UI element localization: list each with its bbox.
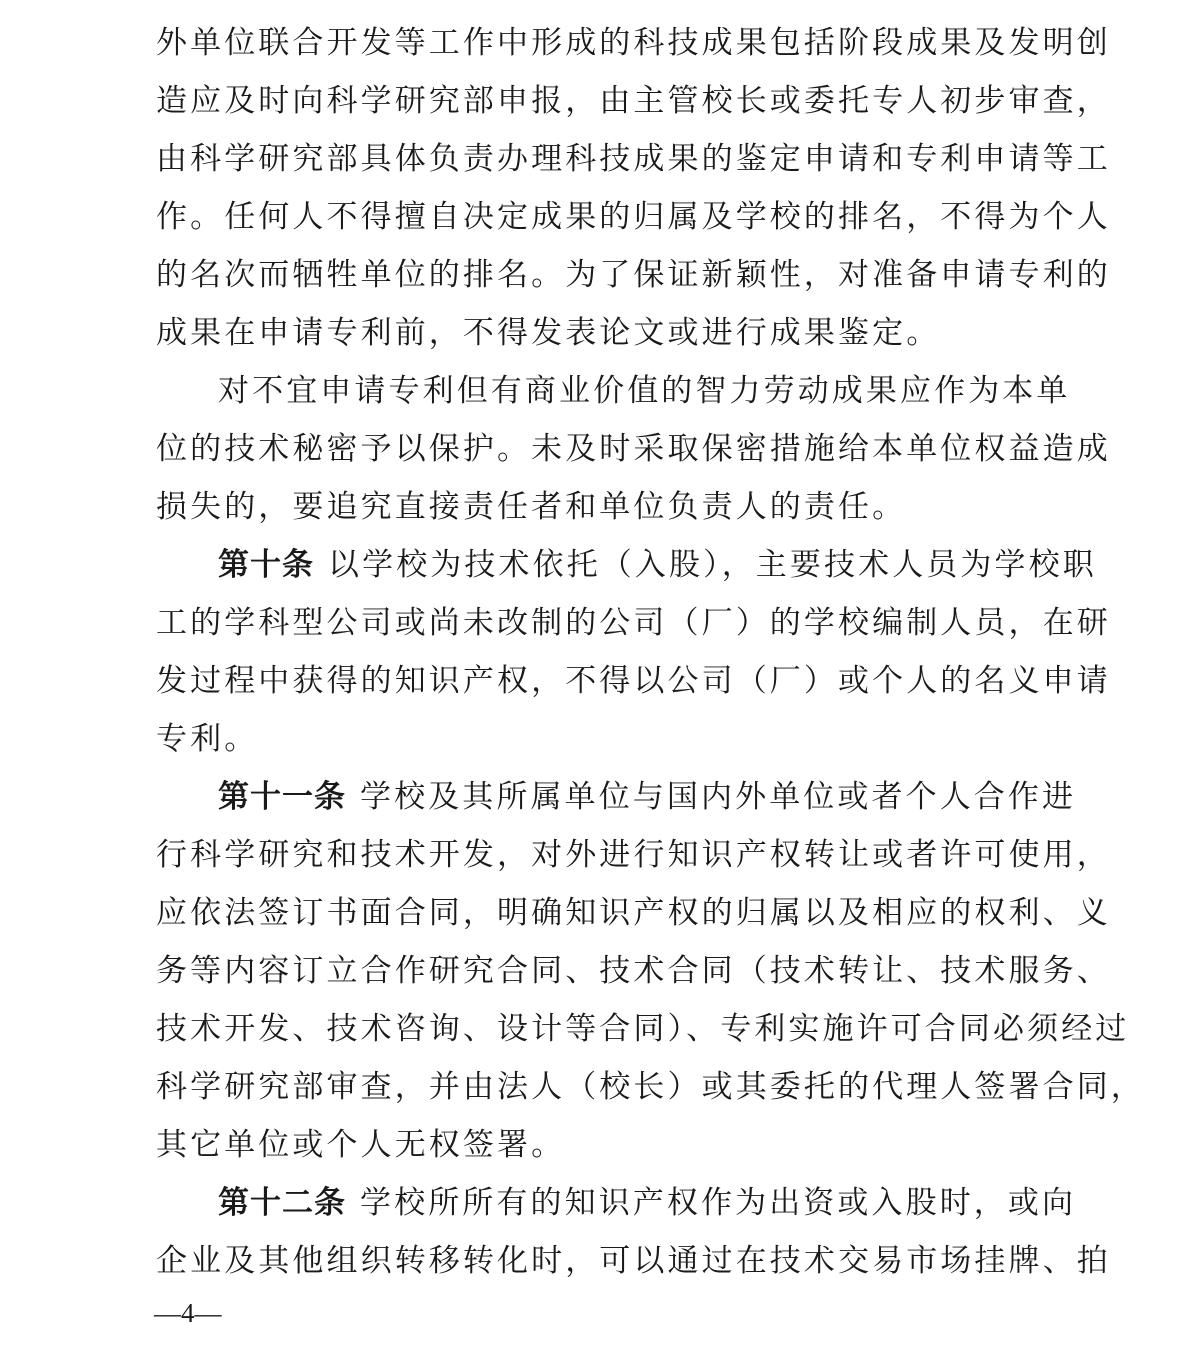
- text-line: 技术开发、技术咨询、设计等合同）、专利实施许可合同必须经过: [156, 1011, 1130, 1047]
- text-line: 行科学研究和技术开发，对外进行知识产权转让或者许可使用，: [156, 837, 1111, 873]
- text-line: 损失的，要追究直接责任者和单位负责人的责任。: [156, 489, 907, 525]
- text-line: [156, 536, 1097, 594]
- paragraph-2: [156, 362, 1111, 536]
- article-heading: 第十一条: [218, 779, 346, 815]
- text-line: 对不宜申请专利但有商业价值的智力劳动成果应作为本单: [218, 373, 1071, 409]
- text-line: [156, 1174, 1077, 1232]
- text-line: 造应及时向科学研究部申报，由主管校长或委托专人初步审查，: [156, 83, 1111, 119]
- text-line: 工的学科型公司或尚未改制的公司（厂）的学校编制人员，在研: [156, 605, 1111, 641]
- text-line: 其它单位或个人无权签署。: [156, 1127, 566, 1163]
- text-line: 位的技术秘密予以保护。未及时采取保密措施给本单位权益造成: [156, 431, 1111, 467]
- page-number: —4—: [154, 1298, 222, 1328]
- article-12: [156, 1174, 1111, 1290]
- article-text: 学校所所有的知识产权作为出资或入股时，或向: [360, 1185, 1077, 1221]
- text-line: 外单位联合开发等工作中形成的科技成果包括阶段成果及发明创: [156, 25, 1111, 61]
- text-line: 作。任何人不得擅自决定成果的归属及学校的排名，不得为个人: [156, 199, 1111, 235]
- text-line: 专利。: [156, 721, 259, 757]
- article-text: 学校及其所属单位与国内外单位或者个人合作进: [360, 779, 1077, 815]
- text-line: 的名次而牺牲单位的排名。为了保证新颖性，对准备申请专利的: [156, 257, 1111, 293]
- text-line: 企业及其他组织转移转化时，可以通过在技术交易市场挂牌、拍: [156, 1243, 1111, 1279]
- text-line: [156, 768, 1077, 826]
- text-line: 应依法签订书面合同，明确知识产权的归属以及相应的权利、义: [156, 895, 1111, 931]
- text-line: 由科学研究部具体负责办理科技成果的鉴定申请和专利申请等工: [156, 141, 1111, 177]
- text-line: 发过程中获得的知识产权，不得以公司（厂）或个人的名义申请: [156, 663, 1111, 699]
- article-11: [156, 768, 1145, 1174]
- paragraph-1: [156, 14, 1111, 362]
- text-line: 务等内容订立合作研究合同、技术合同（技术转让、技术服务、: [156, 953, 1111, 989]
- article-10: [156, 536, 1111, 768]
- text-line: 成果在申请专利前，不得发表论文或进行成果鉴定。: [156, 315, 941, 351]
- article-heading: 第十条: [218, 547, 314, 583]
- text-line: 科学研究部审查，并由法人（校长）或其委托的代理人签署合同，: [156, 1069, 1145, 1105]
- article-heading: 第十二条: [218, 1185, 346, 1221]
- document-body: [156, 14, 1145, 1290]
- article-text: 以学校为技术依托（入股），主要技术人员为学校职: [328, 547, 1097, 583]
